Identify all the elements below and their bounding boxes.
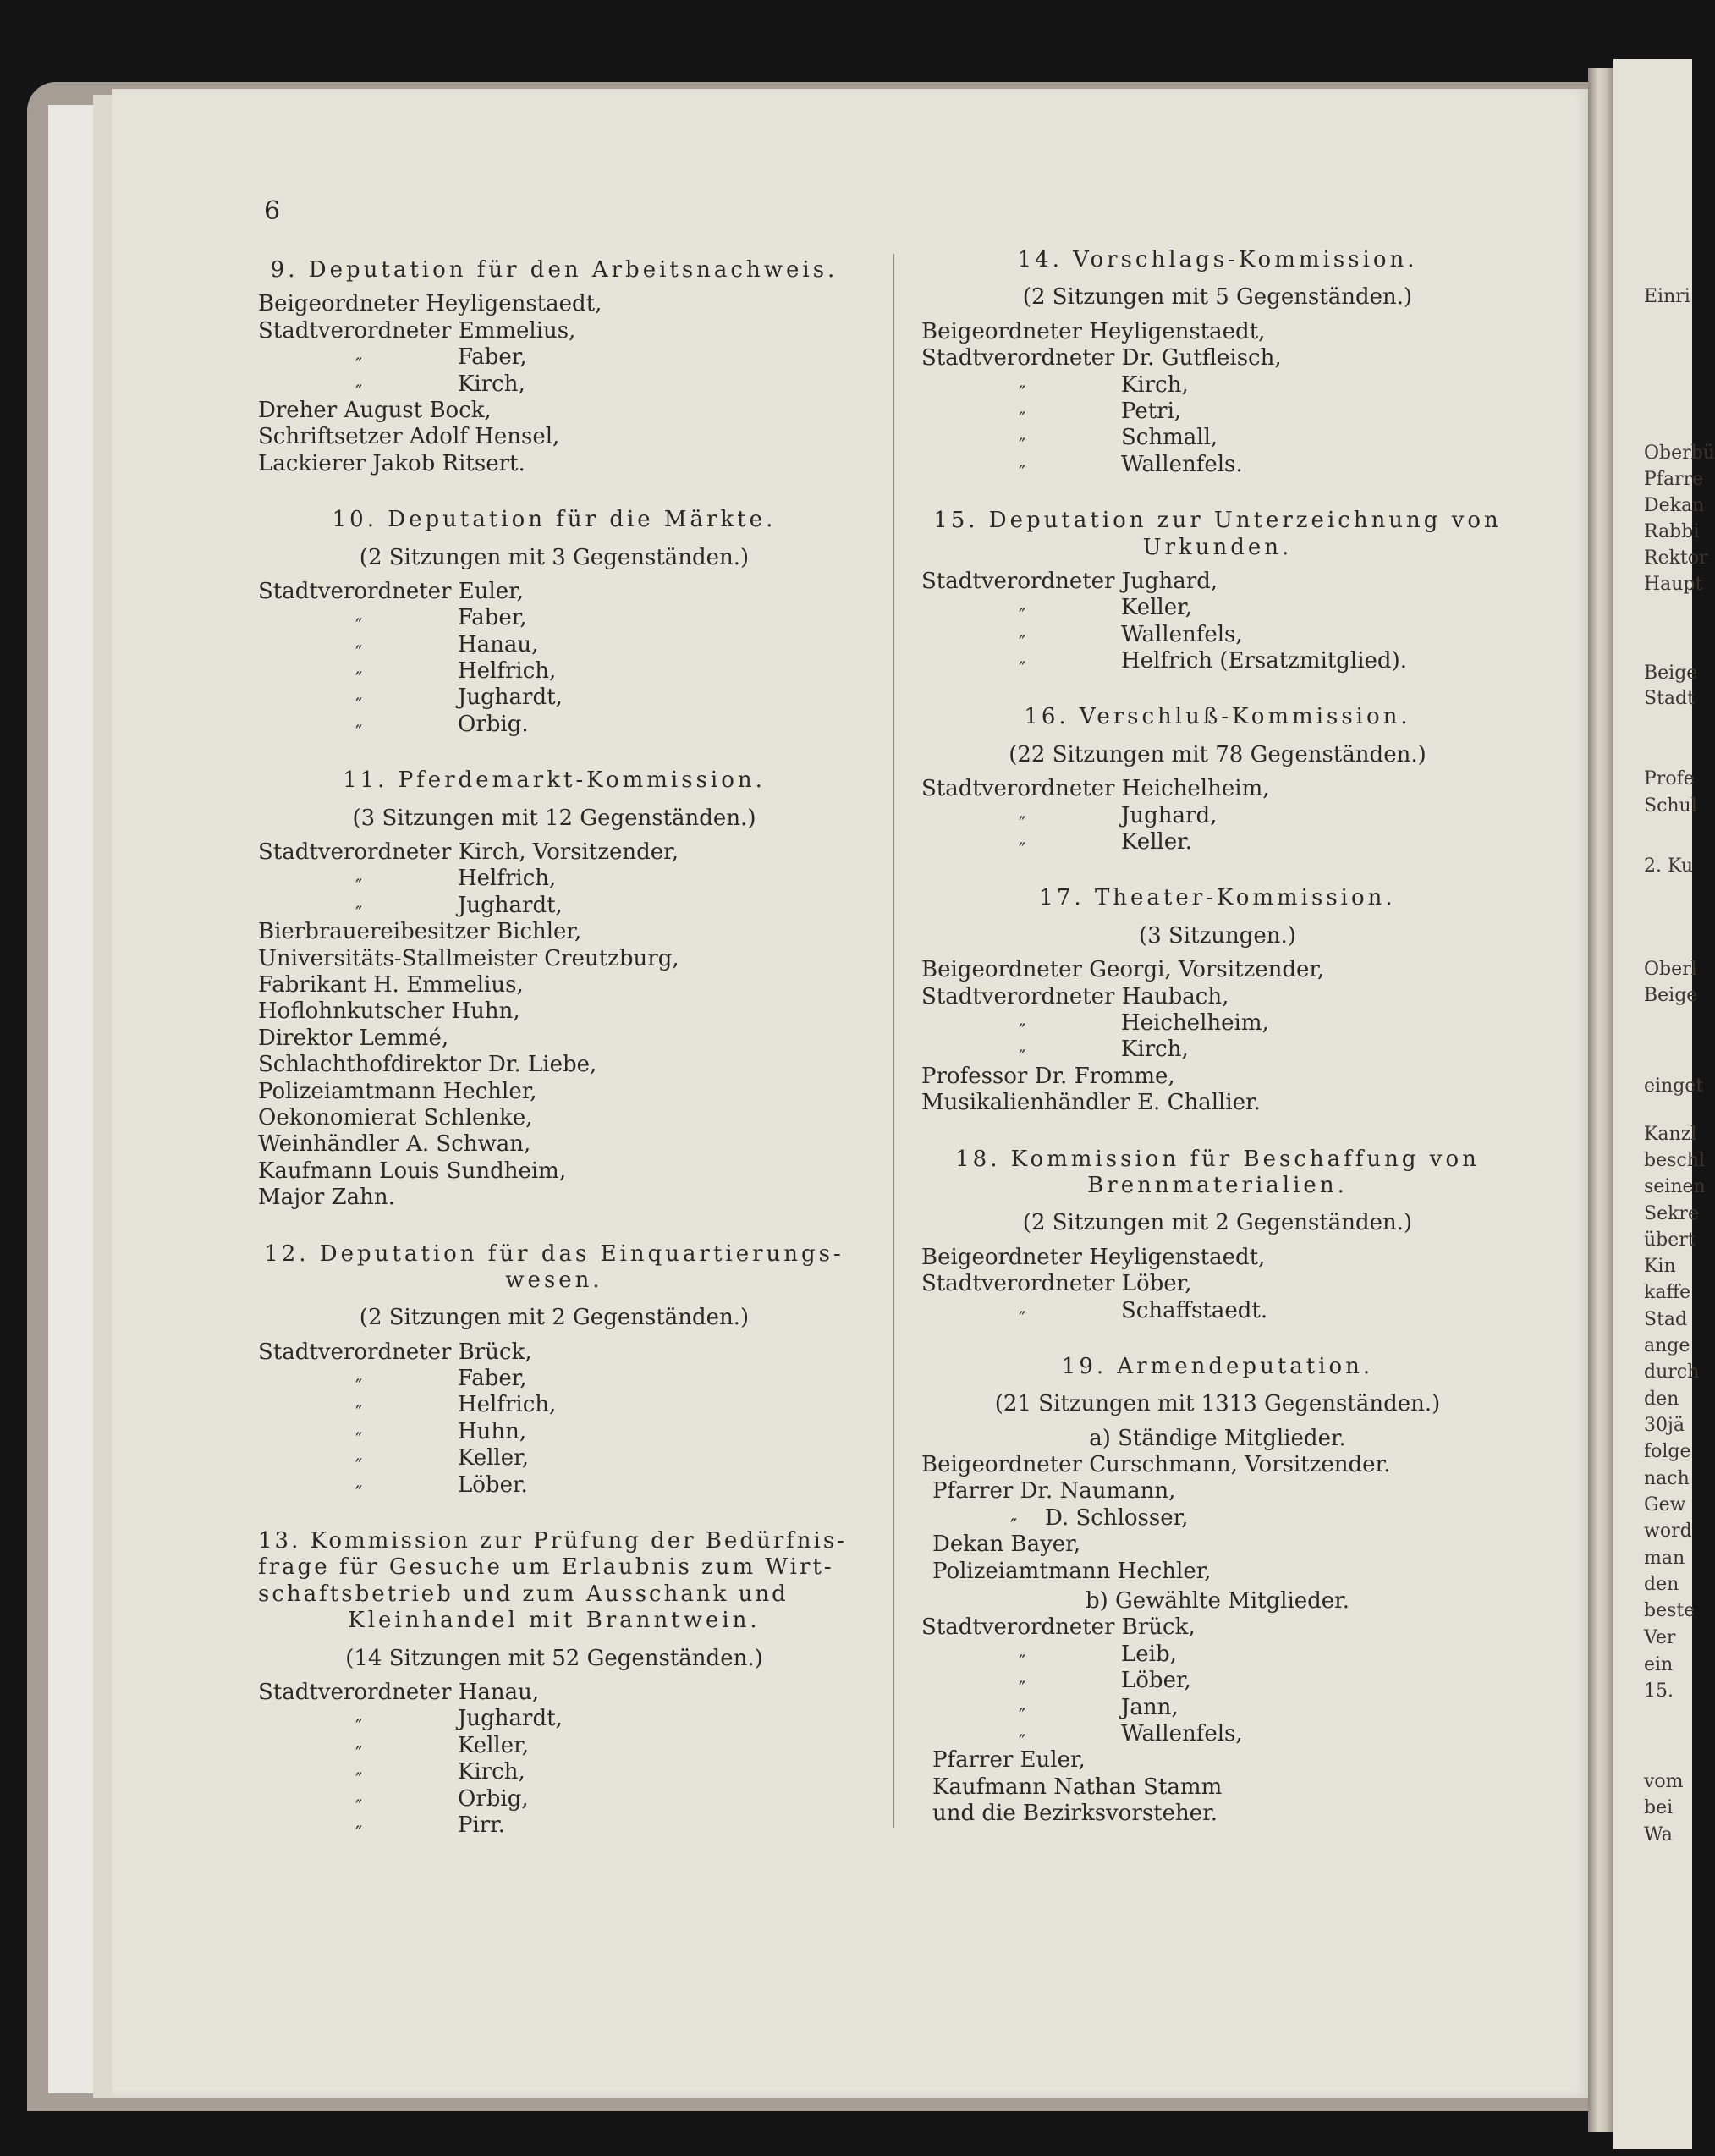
member-row bbox=[258, 605, 850, 638]
member-row bbox=[921, 621, 1514, 654]
member-row: Polizeiamtmann Hechler, bbox=[258, 1078, 537, 1104]
member-row: Universitäts-Stallmeister Creutzburg, bbox=[258, 945, 679, 971]
member-row bbox=[921, 1504, 1514, 1537]
member-row: Stadtverordneter Brück, bbox=[258, 1339, 532, 1365]
member-row bbox=[921, 1037, 1514, 1070]
member-row bbox=[921, 1641, 1514, 1674]
member-row: Stadtverordneter Haubach, bbox=[921, 983, 1229, 1009]
ditto-mark: ″ bbox=[355, 1377, 363, 1399]
member-name: Faber, bbox=[458, 605, 527, 631]
member-row bbox=[258, 866, 850, 899]
member-row bbox=[921, 1009, 1514, 1042]
next-page-text: den bbox=[1644, 1574, 1679, 1595]
member-row bbox=[258, 1706, 850, 1739]
committee-section bbox=[921, 1354, 1514, 1828]
section-heading: 19. Armendeputation. bbox=[1061, 1353, 1374, 1379]
next-page-text: bei bbox=[1644, 1797, 1674, 1818]
ditto-mark: ″ bbox=[1019, 409, 1026, 431]
ditto-mark: ″ bbox=[1019, 382, 1026, 404]
section-heading: 15. Deputation zur Unterzeichnung von bbox=[933, 508, 1502, 534]
member-name: Wallenfels, bbox=[1121, 621, 1243, 647]
member-row bbox=[258, 1732, 850, 1765]
session-count: (21 Sitzungen mit 1313 Gegenständen.) bbox=[994, 1391, 1441, 1417]
page-number: 6 bbox=[264, 196, 281, 226]
next-page-text: ein bbox=[1644, 1654, 1674, 1675]
section-heading: frage für Gesuche um Erlaubnis zum Wirt- bbox=[258, 1554, 834, 1581]
section-heading: 13. Kommission zur Prüfung der Bedürfnis- bbox=[258, 1528, 847, 1554]
member-row: Stadtverordneter Heichelheim, bbox=[921, 776, 1270, 802]
member-row bbox=[258, 711, 850, 744]
member-row: Polizeiamtmann Hechler, bbox=[932, 1558, 1212, 1584]
member-name: Kirch, bbox=[458, 371, 525, 397]
next-page-text: Oberl bbox=[1644, 959, 1697, 980]
member-row: Lackierer Jakob Ritsert. bbox=[258, 450, 525, 476]
section-heading: 9. Deputation für den Arbeitsnachweis. bbox=[270, 257, 838, 283]
member-name: Helfrich (Ersatzmitglied). bbox=[1121, 648, 1407, 674]
member-row: Stadtverordneter Emmelius, bbox=[258, 317, 576, 344]
next-page-text: 2. Ku bbox=[1644, 855, 1694, 877]
member-row bbox=[921, 1694, 1514, 1727]
member-row bbox=[921, 398, 1514, 431]
member-name: Orbig. bbox=[458, 711, 529, 737]
member-row: Stadtverordneter Dr. Gutfleisch, bbox=[921, 345, 1282, 371]
next-page-text: Rektor bbox=[1644, 547, 1708, 569]
committee-section bbox=[921, 885, 1514, 1116]
member-row bbox=[258, 1759, 850, 1792]
next-page-text: den bbox=[1644, 1389, 1679, 1410]
member-row: Beigeordneter Heyligenstaedt, bbox=[258, 291, 602, 317]
member-row bbox=[258, 1392, 850, 1425]
member-name: Petri, bbox=[1121, 398, 1182, 424]
next-page-text: Haupt bbox=[1644, 574, 1703, 595]
member-name: Jughardt, bbox=[458, 892, 563, 918]
member-row: und die Bezirksvorsteher. bbox=[932, 1801, 1218, 1827]
member-row bbox=[921, 802, 1514, 835]
committee-section bbox=[258, 1528, 850, 1845]
ditto-mark: ″ bbox=[355, 1403, 363, 1425]
left-column bbox=[258, 257, 850, 1845]
member-row bbox=[258, 1445, 850, 1478]
ditto-mark: ″ bbox=[355, 696, 363, 718]
member-row bbox=[258, 1418, 850, 1451]
member-row bbox=[921, 648, 1514, 681]
next-page-text: Rabbi bbox=[1644, 521, 1700, 542]
next-page-text: Profe bbox=[1644, 768, 1695, 789]
member-row: Stadtverordneter Hanau, bbox=[258, 1679, 540, 1705]
next-page-text: Einri bbox=[1644, 286, 1690, 307]
session-count: (2 Sitzungen mit 2 Gegenständen.) bbox=[1022, 1210, 1413, 1236]
member-row bbox=[258, 1785, 850, 1818]
next-page-text: Gew bbox=[1644, 1494, 1686, 1515]
ditto-mark: ″ bbox=[1019, 462, 1026, 484]
member-name: Helfrich, bbox=[458, 866, 557, 892]
next-page-text: Kin bbox=[1644, 1256, 1676, 1277]
ditto-mark: ″ bbox=[1019, 632, 1026, 654]
member-row bbox=[258, 1366, 850, 1399]
next-page-text: Beige bbox=[1644, 985, 1698, 1006]
member-row bbox=[921, 829, 1514, 862]
next-page-text: Sekre bbox=[1644, 1203, 1699, 1224]
member-row bbox=[258, 685, 850, 718]
member-row: Schlachthofdirektor Dr. Liebe, bbox=[258, 1052, 597, 1078]
member-group-heading: a) Ständige Mitglieder. bbox=[1089, 1425, 1346, 1451]
next-page-text: Schul bbox=[1644, 795, 1697, 817]
member-group-heading: b) Gewählte Mitglieder. bbox=[1085, 1588, 1350, 1614]
member-row: Stadtverordneter Jughard, bbox=[921, 568, 1218, 594]
member-name: Kirch, bbox=[1121, 371, 1189, 398]
member-name: Kirch, bbox=[458, 1759, 525, 1785]
member-row: Fabrikant H. Emmelius, bbox=[258, 971, 524, 998]
ditto-mark: ″ bbox=[1019, 1308, 1026, 1330]
member-name: Keller, bbox=[458, 1445, 529, 1471]
next-page-text: beschl bbox=[1644, 1150, 1705, 1171]
ditto-mark: ″ bbox=[1019, 1679, 1026, 1701]
ditto-mark: ″ bbox=[1019, 840, 1026, 862]
member-row bbox=[258, 658, 850, 691]
member-row: Stadtverordneter Löber, bbox=[921, 1271, 1192, 1297]
member-row: Stadtverordneter Brück, bbox=[921, 1614, 1196, 1641]
ditto-mark: ″ bbox=[355, 616, 363, 638]
ditto-mark: ″ bbox=[355, 669, 363, 691]
next-page-text: einget bbox=[1644, 1075, 1704, 1097]
ditto-mark: ″ bbox=[1019, 606, 1026, 628]
member-row: Dekan Bayer, bbox=[932, 1532, 1081, 1558]
ditto-mark: ″ bbox=[355, 1823, 363, 1845]
next-page-text: man bbox=[1644, 1548, 1685, 1569]
section-heading: 11. Pferdemarkt-Kommission. bbox=[343, 767, 766, 794]
next-page-text: kaffe bbox=[1644, 1282, 1691, 1303]
member-row bbox=[258, 631, 850, 664]
member-row: Pfarrer Euler, bbox=[932, 1747, 1086, 1774]
next-page-text: ange bbox=[1644, 1335, 1690, 1356]
ditto-mark: ″ bbox=[1010, 1515, 1018, 1537]
member-row: Musikalienhändler E. Challier. bbox=[921, 1090, 1261, 1116]
next-page-text: Beige bbox=[1644, 663, 1698, 684]
member-row bbox=[921, 371, 1514, 404]
next-page-text: Pfarre bbox=[1644, 469, 1704, 490]
ditto-mark: ″ bbox=[355, 382, 363, 404]
member-row: Beigeordneter Georgi, Vorsitzender, bbox=[921, 957, 1325, 983]
ditto-mark: ″ bbox=[1019, 1020, 1026, 1042]
book-gutter bbox=[1588, 68, 1613, 2132]
next-page-text: Dekan bbox=[1644, 495, 1705, 516]
member-name: Pirr. bbox=[458, 1812, 506, 1838]
section-heading: 10. Deputation für die Märkte. bbox=[332, 507, 777, 533]
column-divider bbox=[893, 254, 894, 1828]
member-row bbox=[921, 425, 1514, 458]
member-row bbox=[921, 1720, 1514, 1753]
member-row bbox=[921, 595, 1514, 628]
ditto-mark: ″ bbox=[355, 903, 363, 925]
member-row bbox=[258, 892, 850, 925]
member-row: Kaufmann Nathan Stamm bbox=[932, 1774, 1223, 1800]
ditto-mark: ″ bbox=[1019, 659, 1026, 681]
member-name: Leib, bbox=[1121, 1641, 1177, 1667]
member-row: Kaufmann Louis Sundheim, bbox=[258, 1158, 567, 1184]
section-heading: 17. Theater-Kommission. bbox=[1039, 885, 1396, 911]
ditto-mark: ″ bbox=[355, 877, 363, 899]
ditto-mark: ″ bbox=[1019, 1731, 1026, 1753]
committee-section bbox=[921, 704, 1514, 862]
member-row bbox=[921, 1297, 1514, 1330]
ditto-mark: ″ bbox=[1019, 1048, 1026, 1070]
ditto-mark: ″ bbox=[355, 722, 363, 744]
ditto-mark: ″ bbox=[355, 1743, 363, 1765]
next-page-text: durch bbox=[1644, 1361, 1700, 1383]
committee-section bbox=[921, 247, 1514, 484]
member-row bbox=[921, 1668, 1514, 1701]
member-name: Faber, bbox=[458, 1366, 527, 1392]
section-heading: 16. Verschluß-Kommission. bbox=[1024, 704, 1411, 730]
section-heading: Brennmaterialien. bbox=[1087, 1172, 1348, 1198]
member-row: Pfarrer Dr. Naumann, bbox=[932, 1478, 1176, 1504]
next-page-text: Wa bbox=[1644, 1824, 1673, 1845]
member-name: Schmall, bbox=[1121, 425, 1218, 451]
ditto-mark: ″ bbox=[355, 1456, 363, 1478]
session-count: (3 Sitzungen mit 12 Gegenständen.) bbox=[352, 805, 756, 831]
member-row: Stadtverordneter Kirch, Vorsitzender, bbox=[258, 839, 679, 866]
ditto-mark: ″ bbox=[1019, 813, 1026, 835]
member-name: Kirch, bbox=[1121, 1037, 1189, 1063]
section-heading: 14. Vorschlags-Kommission. bbox=[1017, 247, 1418, 272]
ditto-mark: ″ bbox=[355, 642, 363, 664]
committee-section bbox=[258, 767, 850, 1211]
section-heading: Kleinhandel mit Branntwein. bbox=[348, 1608, 761, 1634]
committee-section bbox=[258, 257, 850, 477]
member-row: Oekonomierat Schlenke, bbox=[258, 1104, 533, 1130]
committee-section bbox=[258, 507, 850, 744]
next-page-fragment bbox=[1613, 59, 1715, 2149]
next-page-text: nach bbox=[1644, 1468, 1690, 1489]
session-count: (2 Sitzungen mit 3 Gegenständen.) bbox=[359, 544, 750, 570]
member-name: Schaffstaedt. bbox=[1121, 1297, 1268, 1323]
ditto-mark: ″ bbox=[1019, 1652, 1026, 1674]
next-page-text: 30jä bbox=[1644, 1415, 1685, 1436]
member-row: Weinhändler A. Schwan, bbox=[258, 1131, 531, 1158]
next-page-text: beste bbox=[1644, 1600, 1696, 1621]
member-name: Wallenfels, bbox=[1121, 1720, 1243, 1746]
member-name: D. Schlosser, bbox=[1045, 1504, 1189, 1531]
next-page-text: Ver bbox=[1644, 1627, 1676, 1648]
section-heading: 12. Deputation für das Einquartierungs- bbox=[264, 1240, 844, 1267]
next-page-text: folge bbox=[1644, 1441, 1691, 1462]
next-page-text: Stad bbox=[1644, 1309, 1688, 1330]
ditto-mark: ″ bbox=[355, 355, 363, 377]
member-row: Stadtverordneter Euler, bbox=[258, 578, 525, 604]
next-page-text: übert bbox=[1644, 1229, 1696, 1251]
member-row: Dreher August Bock, bbox=[258, 397, 492, 423]
committee-section bbox=[921, 508, 1514, 681]
ditto-mark: ″ bbox=[355, 1482, 363, 1504]
member-row: Schriftsetzer Adolf Hensel, bbox=[258, 424, 560, 450]
member-name: Hanau, bbox=[458, 631, 539, 657]
ditto-mark: ″ bbox=[355, 1717, 363, 1739]
next-page-text: Oberbü bbox=[1644, 443, 1715, 464]
section-heading: schaftsbetrieb und zum Ausschank und bbox=[258, 1581, 789, 1607]
member-row bbox=[921, 451, 1514, 484]
section-heading: wesen. bbox=[505, 1267, 603, 1293]
next-page-text: Stadt bbox=[1644, 688, 1695, 709]
ditto-mark: ″ bbox=[355, 1796, 363, 1818]
section-heading: 18. Kommission für Beschaffung von bbox=[955, 1146, 1480, 1172]
member-row: Beigeordneter Curschmann, Vorsitzender. bbox=[921, 1452, 1391, 1478]
session-count: (22 Sitzungen mit 78 Gegenständen.) bbox=[1009, 741, 1426, 767]
ditto-mark: ″ bbox=[355, 1429, 363, 1451]
member-name: Jughardt, bbox=[458, 1706, 563, 1732]
member-name: Keller. bbox=[1121, 829, 1192, 855]
committee-section bbox=[921, 1146, 1514, 1330]
member-name: Keller, bbox=[1121, 595, 1192, 621]
session-count: (2 Sitzungen mit 2 Gegenständen.) bbox=[359, 1305, 750, 1331]
ditto-mark: ″ bbox=[1019, 1705, 1026, 1727]
member-name: Heichelheim, bbox=[1121, 1009, 1269, 1036]
member-row: Beigeordneter Heyligenstaedt, bbox=[921, 1244, 1266, 1270]
ditto-mark: ″ bbox=[355, 1770, 363, 1792]
member-name: Wallenfels. bbox=[1121, 451, 1243, 477]
member-name: Orbig, bbox=[458, 1785, 529, 1812]
member-row bbox=[258, 1471, 850, 1504]
member-name: Faber, bbox=[458, 344, 527, 371]
session-count: (14 Sitzungen mit 52 Gegenständen.) bbox=[345, 1645, 763, 1671]
member-name: Helfrich, bbox=[458, 1392, 557, 1418]
member-name: Jann, bbox=[1121, 1694, 1179, 1720]
member-row bbox=[258, 344, 850, 377]
member-row: Bierbrauereibesitzer Bichler, bbox=[258, 919, 582, 945]
member-name: Keller, bbox=[458, 1732, 529, 1758]
next-page-text: 15. bbox=[1644, 1680, 1674, 1702]
member-name: Löber, bbox=[1121, 1668, 1191, 1694]
committee-section bbox=[258, 1240, 850, 1504]
member-row: Direktor Lemmé, bbox=[258, 1025, 449, 1051]
member-name: Jughard, bbox=[1121, 802, 1218, 828]
ditto-mark: ″ bbox=[1019, 436, 1026, 458]
next-page-text: seinen bbox=[1644, 1176, 1706, 1197]
member-row: Hoflohnkutscher Huhn, bbox=[258, 998, 520, 1025]
member-row: Major Zahn. bbox=[258, 1185, 395, 1211]
section-heading: Urkunden. bbox=[1142, 534, 1293, 560]
session-count: (2 Sitzungen mit 5 Gegenständen.) bbox=[1022, 284, 1413, 311]
member-row bbox=[258, 371, 850, 404]
member-row bbox=[258, 1812, 850, 1845]
next-page-text: Kanzl bbox=[1644, 1124, 1697, 1145]
member-name: Löber. bbox=[458, 1471, 528, 1498]
right-column bbox=[921, 247, 1514, 1828]
next-page-text: vom bbox=[1644, 1771, 1684, 1792]
session-count: (3 Sitzungen.) bbox=[1139, 922, 1296, 949]
member-name: Jughardt, bbox=[458, 685, 563, 711]
member-row: Professor Dr. Fromme, bbox=[921, 1063, 1175, 1089]
next-page-text: word bbox=[1644, 1521, 1692, 1542]
member-name: Helfrich, bbox=[458, 658, 557, 685]
member-row: Beigeordneter Heyligenstaedt, bbox=[921, 318, 1266, 344]
member-name: Huhn, bbox=[458, 1418, 527, 1444]
